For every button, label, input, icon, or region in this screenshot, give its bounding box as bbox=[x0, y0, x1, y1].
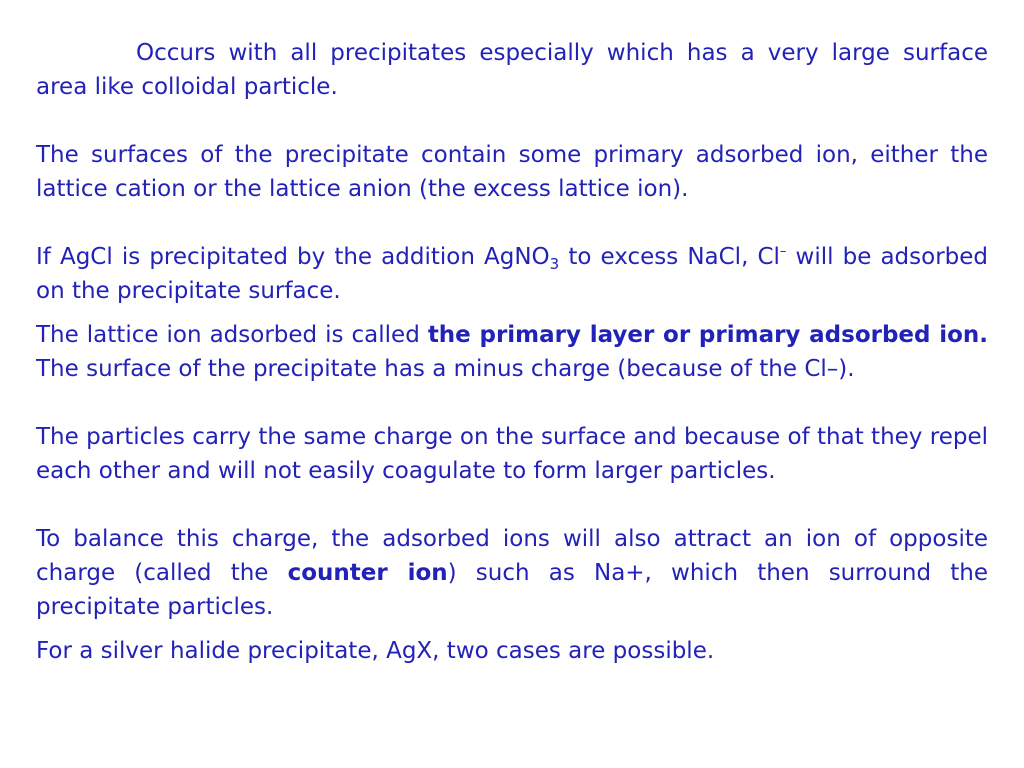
slide-content bbox=[36, 36, 988, 668]
paragraph-particle-repulsion: The particles carry the same charge on the surface and because of that they repel each other and will not easily coagulate to form larger particles. bbox=[36, 424, 988, 484]
counter-ion-text-start: To balance this charge, the adsorbed ions will also attract an ion of opposite charge (called the bbox=[36, 526, 988, 586]
agcl-text-start: If AgCl is precipitated by the addition AgNO bbox=[36, 244, 550, 270]
paragraph-counter-ion bbox=[36, 522, 988, 624]
counter-ion-text-end: ) such as Na+, which then surround the precipitate particles. bbox=[36, 560, 988, 620]
primary-layer-text-start: The lattice ion adsorbed is called bbox=[36, 322, 428, 348]
paragraph-colloidal: Occurs with all precipitates especially which has a very large surface area like colloidal particle. bbox=[36, 40, 988, 100]
primary-layer-term: the primary layer or primary adsorbed ion. bbox=[427, 322, 988, 348]
agcl-text-end: will be adsorbed on the precipitate surface. bbox=[36, 244, 988, 304]
agcl-text-middle: to excess NaCl, Cl bbox=[559, 244, 780, 270]
paragraph-agcl-example bbox=[36, 240, 988, 308]
primary-layer-text-end: The surface of the precipitate has a minus charge (because of the Cl–). bbox=[36, 356, 855, 382]
counter-ion-term: counter ion bbox=[287, 560, 448, 586]
paragraph-primary-adsorbed-ion: The surfaces of the precipitate contain some primary adsorbed ion, either the lattice cation or the lattice anion (the excess lattice ion). bbox=[36, 142, 988, 202]
paragraph-silver-halide: For a silver halide precipitate, AgX, two cases are possible. bbox=[36, 638, 715, 664]
paragraph-primary-layer bbox=[36, 318, 988, 386]
chloride-charge-superscript: – bbox=[779, 244, 787, 259]
no3-subscript: 3 bbox=[549, 255, 560, 273]
